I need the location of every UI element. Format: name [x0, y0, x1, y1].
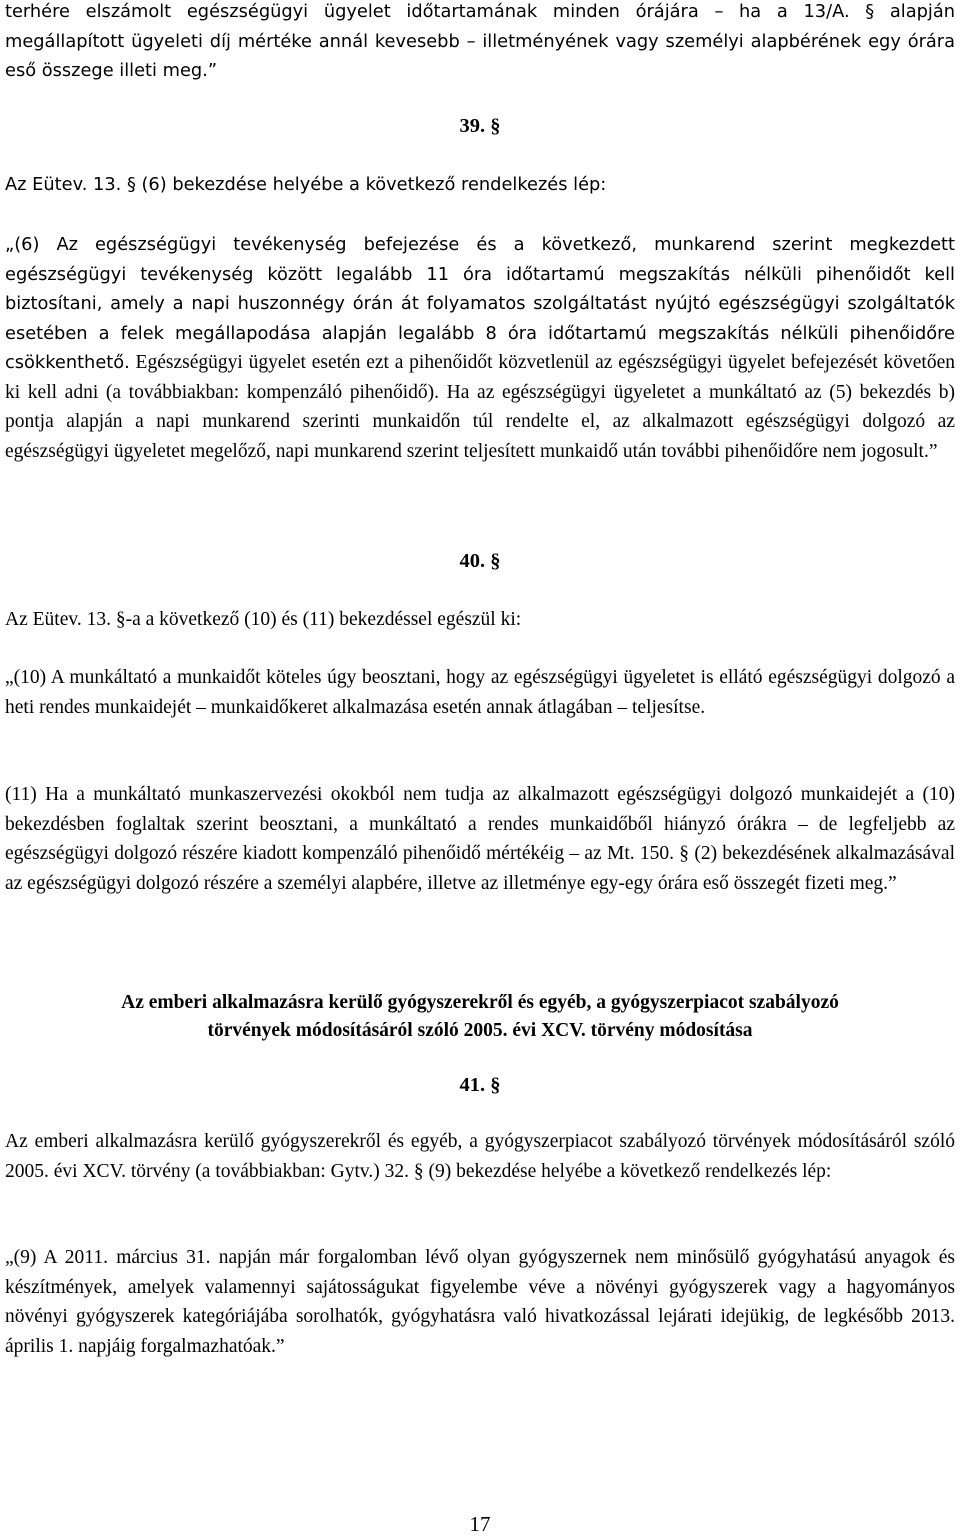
section-heading-41: 41. §	[459, 1074, 501, 1096]
section-39-lead: Az Eütev. 13. § (6) bekezdése helyébe a következő rendelkezés lép:	[5, 174, 607, 195]
section-heading-40: 40. §	[459, 550, 501, 572]
section-41-lead: Az emberi alkalmazásra kerülő gyógyszerekről és egyéb, a gyógyszerpiacot szabályozó törvények módosításáról szóló 2005. évi XCV. törvény (a továbbiakban: Gytv.) 32. § (9) bekezdése helyébe a következő rendelkezés lép:	[5, 1131, 955, 1182]
section-39-quote-part2: Egészségügyi ügyelet esetén ezt a pihenőidőt közvetlenül az egészségügyi ügyelet befejezését követően ki kell adni (a továbbiakban: kompenzáló pihenőidő). Ha az egészségügyi ügyeletet a munkáltató az (5) bekezdés b) pontja alapján a napi munkarend szerinti munkaidőn túl rendelte el, az alkalmazott egészségügyi dolgozó az egészségügyi ügyeletet megelőző, napi munkarend szerint teljesített munkaidő után további pihenőidőre nem jogosult.”	[5, 352, 955, 462]
law-title-line-1: Az emberi alkalmazásra kerülő gyógyszerekről és egyéb, a gyógyszerpiacot szabályozó	[121, 992, 839, 1013]
page-number: 17	[469, 1512, 491, 1536]
section-39-quote-part1: „(6) Az egészségügyi tevékenység befejezése és a következő, munkarend szerint megkezdett egészségügyi tevékenység között legalább 11 óra időtartamú megszakítás nélküli pihenőidőt kell biztosítani, amely a napi huszonnégy órán át folyamatos szolgáltatást nyújtó egészségügyi szolgáltatók esetében a felek megállapodása alapján legalább 8 óra időtartamú megszakítás nélküli pihenőidőre csökkenthető.	[5, 234, 955, 373]
section-40-paragraph-11: (11) Ha a munkáltató munkaszervezési okokból nem tudja az alkalmazott egészségügyi dolgozó munkaidejét a (10) bekezdésben foglaltak szerint beosztani, a munkáltató a rendes munkaidőből hiányzó órákra – de legfeljebb az egészségügyi dolgozó részére kiadott kompenzáló pihenőidő mértékéig – az Mt. 150. § (2) bekezdésének alkalmazásával az egészségügyi dolgozó részére a személyi alapbére, illetve az illetménye egy-egy órára eső összegét fizeti meg.”	[5, 784, 955, 894]
section-40-lead: Az Eütev. 13. §-a a következő (10) és (11) bekezdéssel egészül ki:	[5, 609, 522, 630]
intro-paragraph: terhére elszámolt egészségügyi ügyelet időtartamának minden órájára – ha a 13/A. § alapján megállapított ügyeleti díj mértéke annál kevesebb – illetményének vagy személyi alapbérének egy órára eső összege illeti meg.”	[5, 1, 955, 81]
section-40-paragraph-10: „(10) A munkáltató a munkaidőt köteles úgy beosztani, hogy az egészségügyi ügyeletet is ellátó egészségügyi dolgozó a heti rendes munkaidejét – munkaidőkeret alkalmazása esetén annak átlagában – teljesítse.	[5, 667, 955, 718]
section-41-quote: „(9) A 2011. március 31. napján már forgalomban lévő olyan gyógyszernek nem minősülő gyógyhatású anyagok és készítmények, amelyek valamennyi sajátosságukat figyelembe véve a növényi gyógyszerek vagy a hagyományos növényi gyógyszerek kategóriájába sorolhatók, gyógyhatásra való hivatkozással lejárati idejükig, de legkésőbb 2013. április 1. napjáig forgalmazhatóak.”	[5, 1247, 955, 1357]
section-heading-39: 39. §	[459, 115, 501, 137]
law-title-line-2: törvények módosításáról szóló 2005. évi XCV. törvény módosítása	[207, 1020, 753, 1041]
section-39-quote	[5, 230, 955, 466]
